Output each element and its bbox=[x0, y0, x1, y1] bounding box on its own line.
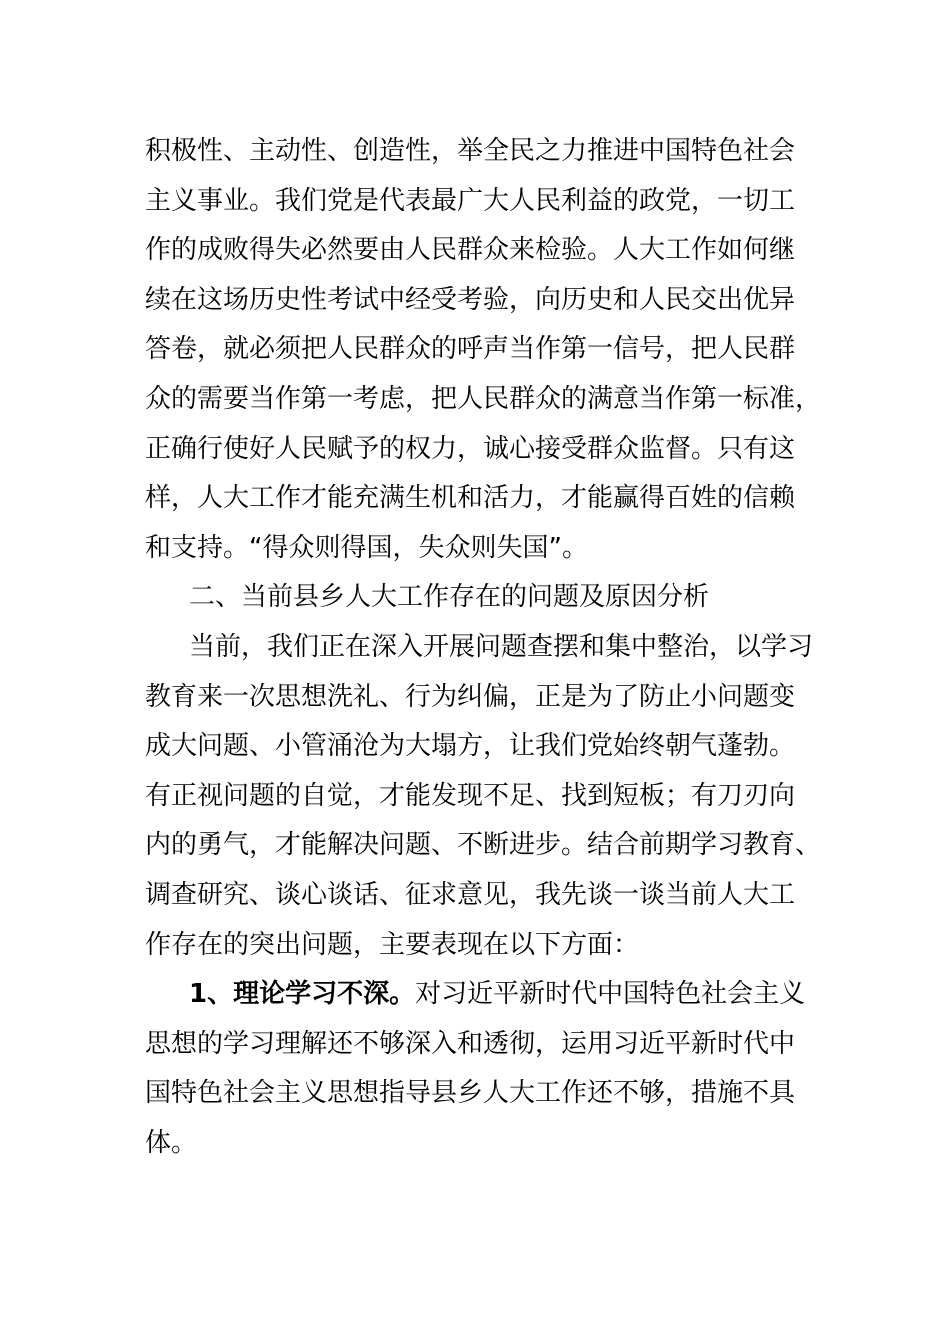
text-line: 思想的学习理解还不够深入和透彻，运用习近平新时代中 bbox=[145, 1028, 796, 1059]
paragraph-item-1 bbox=[145, 970, 810, 1168]
text-line: 有正视问题的自觉，才能发现不足、找到短板；有刀刃向 bbox=[145, 780, 796, 811]
text-line: 正确行使好人民赋予的权力，诚心接受群众监督。只有这 bbox=[145, 433, 796, 464]
text-line: 作的成败得失必然要由人民群众来检验。人大工作如何继 bbox=[145, 235, 796, 266]
text-line: 样，人大工作才能充满生机和活力，才能赢得百姓的信赖 bbox=[145, 483, 796, 514]
text-line: 体。 bbox=[145, 1127, 198, 1158]
text-line: 和支持。“得众则得国，失众则失国”。 bbox=[145, 532, 588, 563]
item-1-title: 1、理论学习不深。 bbox=[189, 979, 416, 1010]
text-line: 当前，我们正在深入开展问题查摆和集中整治，以学习 bbox=[189, 631, 814, 662]
section-heading: 二、当前县乡人大工作存在的问题及原因分析 bbox=[189, 582, 710, 613]
item-1-text: 对习近平新时代中国特色社会主义 bbox=[415, 979, 806, 1010]
text-line: 主义事业。我们党是代表最广大人民利益的政党，一切工 bbox=[145, 185, 796, 216]
text-line: 续在这场历史性考试中经受考验，向历史和人民交出优异 bbox=[145, 284, 796, 315]
paragraph-current-issues bbox=[145, 623, 822, 970]
text-line: 积极性、主动性、创造性，举全民之力推进中国特色社会 bbox=[145, 136, 796, 166]
text-line: 内的勇气，才能解决问题、不断进步。结合前期学习教育、 bbox=[145, 830, 822, 861]
text-line: 成大问题、小管涌沧为大塌方，让我们党始终朝气蓬勃。 bbox=[145, 731, 796, 762]
text-line: 答卷，就必须把人民群众的呼声当作第一信号，把人民群 bbox=[145, 334, 796, 365]
text-line: 作存在的突出问题，主要表现在以下方面： bbox=[145, 929, 640, 960]
text-line: 众的需要当作第一考虑，把人民群众的满意当作第一标准， bbox=[145, 383, 822, 414]
document-body bbox=[145, 127, 822, 1168]
text-line: 调查研究、谈心谈话、征求意见，我先谈一谈当前人大工 bbox=[145, 879, 796, 910]
text-line: 国特色社会主义思想指导县乡人大工作还不够，措施不具 bbox=[145, 1078, 796, 1109]
paragraph-people-centered bbox=[145, 127, 822, 573]
item-1-first-line bbox=[145, 970, 810, 1020]
text-line: 教育来一次思想洗礼、行为纠偏，正是为了防止小问题变 bbox=[145, 681, 796, 712]
